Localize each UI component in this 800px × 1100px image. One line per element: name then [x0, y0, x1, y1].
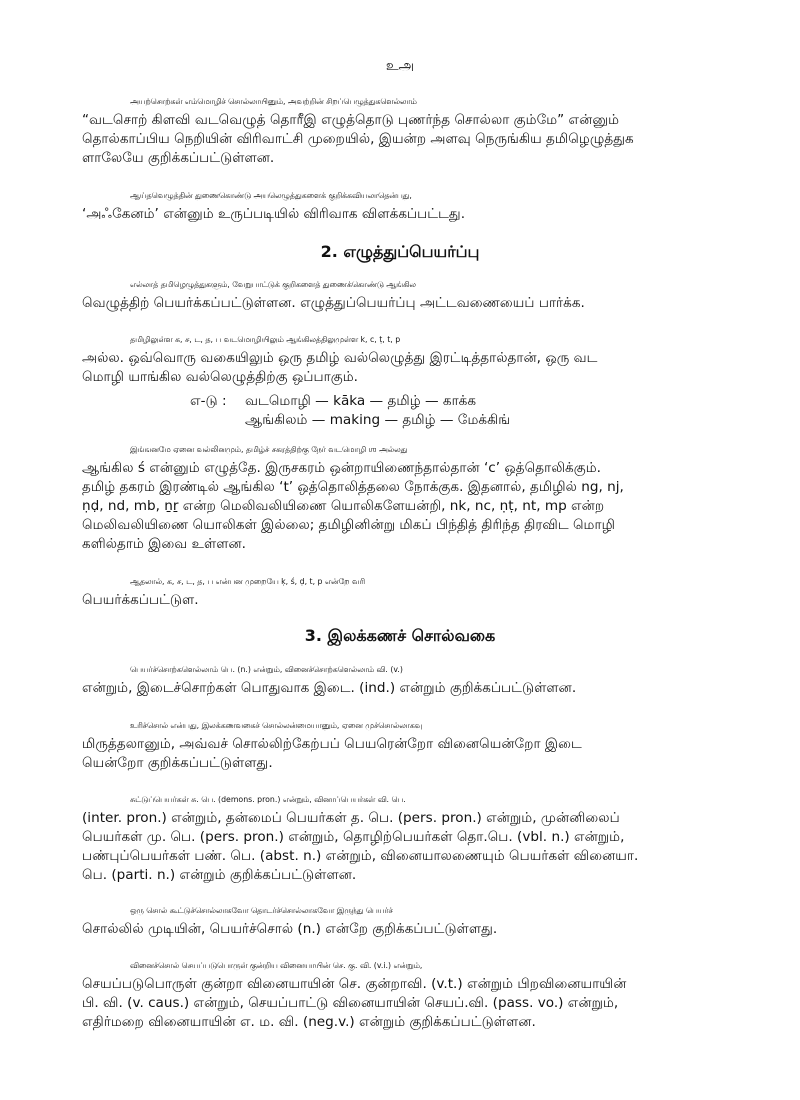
paragraph-1-line-4: ளாலேயே குறிக்கப்பட்டுள்ளன. [82, 150, 275, 166]
paragraph-6-line-2: பெயர்க்கப்பட்டுள. [82, 592, 199, 608]
example-line-2: ஆங்கிலம் — making — தமிழ் — மேக்கிங் [245, 412, 511, 428]
paragraph-4-line-3: மொழி யாங்கில வல்லெழுத்திற்கு ஒப்பாகும். [82, 369, 358, 385]
paragraph-3-line-2: வெழுத்திற் பெயர்க்கப்பட்டுள்ளன. எழுத்துப்பெயர்ப்பு அட்டவணையைப் பார்க்க. [82, 295, 585, 311]
example-label: எ-டு : [190, 393, 227, 409]
paragraph-7-line-2: என்றும், இடைச்சொற்கள் பொதுவாக இடை. (ind.) என்றும் குறிக்கப்பட்டுள்ளன. [82, 680, 577, 696]
paragraph-5-line-1: இங்ஙனமே ஏனை வல்லினமும், தமிழ்ச் சகரத்திற்கு நேர் வடமொழி ஶ அல்லது [130, 445, 408, 454]
paragraph-9-line-5: பெ. (parti. n.) என்றும் குறிக்கப்பட்டுள்ளன. [82, 867, 357, 883]
section-heading-3: 3. இலக்கணச் சொல்வகை [304, 626, 496, 645]
paragraph-9-line-2: (inter. pron.) என்றும், தன்மைப் பெயர்கள் த. பெ. (pers. pron.) என்றும், முன்னிலைப் [82, 810, 620, 826]
paragraph-9-line-4: பண்புப்பெயர்கள் பண். பெ. (abst. n.) என்றும், வினையாலணையும் பெயர்கள் வினையா. [82, 848, 639, 864]
paragraph-11-line-2: செயப்படுபொருள் குன்றா வினையாயின் செ. குன்றாவி. (v.t.) என்றும் பிறவினையாயின் [82, 976, 627, 992]
paragraph-11-line-4: எதிர்மறை வினையாயின் எ. ம. வி. (neg.v.) என்றும் குறிக்கப்பட்டுள்ளன. [82, 1014, 536, 1030]
paragraph-10-line-1: ஒரு சொல் கூட்டுச்சொல்லாகவோ தொடர்ச்சொல்லாகவோ இருந்து பெயர்ச் [130, 906, 393, 915]
page-number: உஅ [385, 58, 415, 74]
paragraph-1-line-1: அயற்சொற்கள் எம்மொழிச் சொல்லாயினும், அவற்றின் சிறப்பெழுத்துகளெல்லாம் [130, 97, 417, 106]
paragraph-2-line-1: ஆய்தவெழுத்தின் துணைகொண்டு அயலெழுத்துகளைக் குறிக்கவியலாதென்பது, [130, 191, 412, 200]
section-heading-2: 2. எழுத்துப்பெயர்ப்பு [320, 242, 480, 261]
paragraph-8-line-3: யென்றோ குறிக்கப்பட்டுள்ளது. [82, 755, 273, 771]
paragraph-8-line-2: மிருத்தலானும், அவ்வச் சொல்லிற்கேற்பப் பெயரென்றோ வினையென்றோ இடை [82, 736, 582, 752]
paragraph-5-line-4: ṇḍ, nd, mb, ṉṟ என்ற மெலிவலியிணை யொலிகளேயன்றி, nk, nc, ṇṭ, nt, mp என்ற [82, 498, 605, 514]
paragraph-1-line-2: “வடசொற் கிளவி வடவெழுத் தொரீஇ எழுத்தொடு புணர்ந்த சொல்லா கும்மே” என்னும் [82, 112, 620, 128]
paragraph-5-line-5: மெலிவலியிணை யொலிகள் இல்லை; தமிழினின்று மிகப் பிந்தித் திரிந்த திரவிட மொழி [82, 517, 615, 533]
paragraph-11-line-3: பி. வி. (v. caus.) என்றும், செயப்பாட்டு வினையாயின் செயப்.வி. (pass. vo.) என்றும், [82, 995, 619, 1011]
paragraph-5-line-3: தமிழ் தகரம் இரண்டில் ஆங்கில ‘t’ ஒத்தொலித்தலை நோக்குக. இதனால், தமிழில் ng, nj, [82, 479, 624, 495]
paragraph-5-line-6: களில்தாம் இவை உள்ளன. [82, 536, 247, 552]
paragraph-6-line-1: ஆதலால், க, ச, ட, த, ப என்பன முறையே ḳ, ś, ḍ, t, p என்றே வரி [130, 577, 366, 586]
paragraph-7-line-1: பெயர்ச்சொற்களெல்லாம் பெ. (n.) என்றும், வினைச்சொற்களெல்லாம் வி. (v.) [130, 665, 403, 674]
paragraph-3-line-1: எல்லாத் தமிழெழுத்துகளும், வேறுபாட்டுக் குறிகளைத் துணைக்கொண்டு ஆங்கில [130, 280, 416, 289]
paragraph-1-line-3: தொல்காப்பிய நெறியின் விரிவாட்சி முறையில், இயன்ற அளவு நெருங்கிய தமிழெழுத்துக [82, 131, 634, 147]
example-line-1: வடமொழி — kāka — தமிழ் — காக்க [245, 393, 477, 409]
paragraph-5-line-2: ஆங்கில ś என்னும் எழுத்தே. இருசகரம் ஒன்றாயிணைந்தால்தான் ‘c’ ஒத்தொலிக்கும். [82, 460, 602, 476]
paragraph-8-line-1: உரிச்சொல் என்பது, இலக்கணவகைச் சொல்லன்மையானும், ஏனை முச்சொல்லாகவு [130, 721, 423, 730]
paragraph-4-line-2: அல்ல. ஒவ்வொரு வகையிலும் ஒரு தமிழ் வல்லெழுத்து இரட்டித்தால்தான், ஒரு வட [82, 350, 598, 366]
paragraph-2-line-2: ‘அஃகேனம்’ என்னும் உருப்படியில் விரிவாக விளக்கப்பட்டது. [82, 206, 466, 222]
paragraph-10-line-2: சொல்லில் முடியின், பெயர்ச்சொல் (n.) என்றே குறிக்கப்பட்டுள்ளது. [82, 921, 498, 937]
paragraph-9-line-1: சுட்டுப்பெயர்கள் சு. பெ. (demons. pron.) என்றும், வினாப்பெயர்கள் வி. பெ. [130, 795, 406, 804]
paragraph-11-line-1: வினைச்சொல் செயப்படுபொருள் குன்றிய வினையாயின் செ. கு. வி. (v.i.) என்றும், [130, 961, 423, 970]
paragraph-4-line-1: தமிழிலுள்ள க, ச, ட, த, ப வடமொழியிலும் ஆங்கிலத்திலுமுள்ள k, c, ṭ, t, p [130, 335, 401, 344]
paragraph-9-line-3: பெயர்கள் மு. பெ. (pers. pron.) என்றும், தொழிற்பெயர்கள் தொ.பெ. (vbl. n.) என்றும், [82, 829, 625, 845]
